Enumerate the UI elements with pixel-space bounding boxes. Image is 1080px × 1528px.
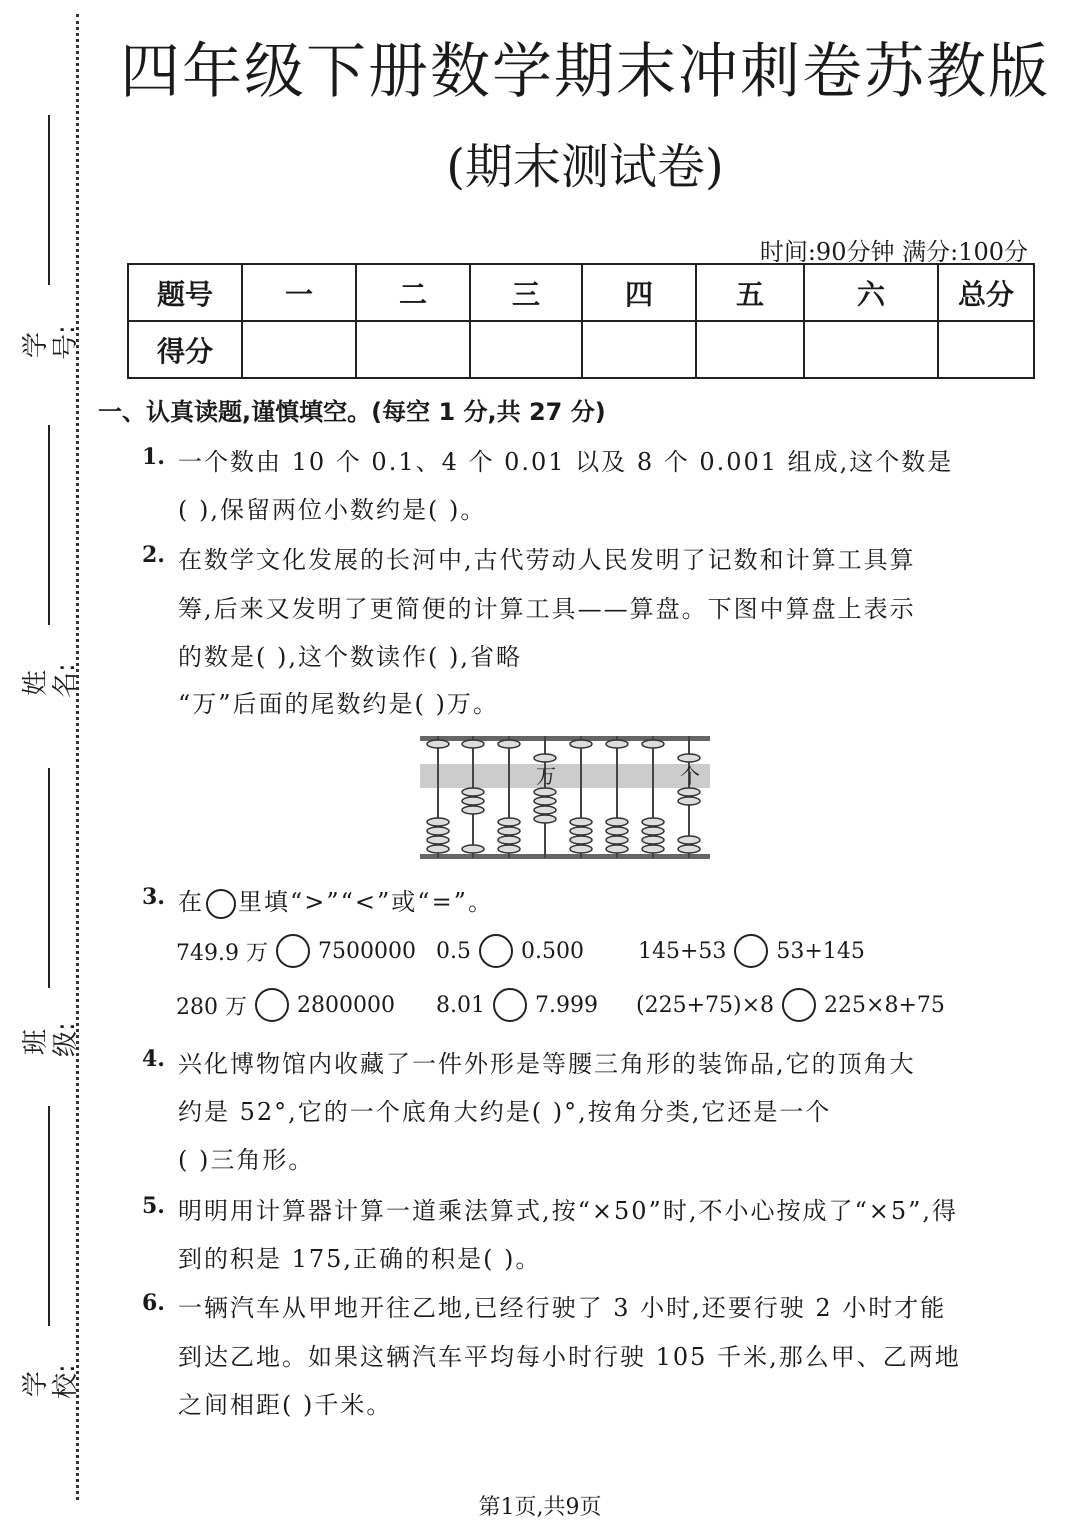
compare-answer-circle[interactable]	[493, 988, 527, 1022]
compare-left: 145+53	[638, 938, 727, 964]
question-2	[142, 540, 962, 720]
compare-right: 225×8+75	[824, 992, 945, 1018]
side-field-student-id	[21, 115, 81, 365]
compare-item	[176, 934, 416, 968]
score-header-cell: 二	[356, 264, 470, 321]
page-subtitle: (期末测试卷)	[446, 139, 724, 195]
score-blank-cell[interactable]	[938, 321, 1034, 378]
score-header-cell: 一	[242, 264, 356, 321]
time-score-info: 时间:90分钟 满分:100分	[759, 238, 1028, 266]
abacus-label-wan: 万	[536, 764, 556, 788]
question-5	[142, 1191, 962, 1281]
score-header-cell: 五	[696, 264, 804, 321]
question-text-line: 约是 52°,它的一个底角大约是( )°,按角分类,它还是一个	[178, 1098, 832, 1126]
score-table	[127, 263, 1035, 379]
q3-text-before: 在	[178, 888, 204, 916]
score-header-cell: 总分	[938, 264, 1034, 321]
student-id-label: 学号:	[21, 325, 81, 360]
question-text-line: 之间相距( )千米。	[178, 1391, 393, 1419]
compare-left: 0.5	[436, 938, 471, 964]
abacus-beam	[420, 764, 710, 788]
compare-left: 8.01	[436, 992, 485, 1018]
question-text-line: 一个数由 10 个 0.1、4 个 0.01 以及 8 个 0.001 组成,这个数是	[178, 448, 954, 476]
compare-answer-circle[interactable]	[734, 934, 768, 968]
score-blank-cell[interactable]	[356, 321, 470, 378]
score-header-cell: 题号	[128, 264, 242, 321]
question-6	[142, 1288, 962, 1428]
abacus-beads	[427, 740, 700, 853]
q3-text-after: 里填“>”“<”或“=”。	[238, 888, 494, 916]
question-text-line: 明明用计算器计算一道乘法算式,按“×50”时,不小心按成了“×5”,得	[178, 1197, 958, 1225]
class-underline	[48, 768, 50, 988]
binding-dotted-line	[76, 14, 79, 1500]
question-number: 1.	[142, 444, 165, 470]
question-text-line: “万”后面的尾数约是( )万。	[178, 690, 499, 718]
side-field-class	[21, 768, 81, 1068]
compare-answer-circle[interactable]	[255, 988, 289, 1022]
question-text-line	[178, 882, 494, 919]
score-header-cell: 四	[582, 264, 696, 321]
question-4	[142, 1044, 962, 1184]
class-label: 班级:	[21, 1022, 81, 1057]
question-number: 2.	[142, 542, 165, 568]
compare-item	[436, 934, 584, 968]
score-header-cell: 三	[470, 264, 582, 321]
score-blank-cell[interactable]	[804, 321, 938, 378]
student-id-underline	[48, 115, 50, 285]
section-heading: 一、认真读题,谨慎填空。(每空 1 分,共 27 分)	[98, 398, 606, 426]
score-blank-cell[interactable]	[242, 321, 356, 378]
abacus-top-frame	[420, 736, 710, 741]
question-text-line: 在数学文化发展的长河中,古代劳动人民发明了记数和计算工具算	[178, 546, 916, 574]
compare-item	[436, 988, 598, 1022]
side-field-name	[21, 425, 81, 705]
question-1	[142, 442, 962, 532]
question-text-line: 到达乙地。如果这辆汽车平均每小时行驶 105 千米,那么甲、乙两地	[178, 1343, 961, 1371]
score-blank-cell[interactable]	[470, 321, 582, 378]
score-row-label: 得分	[128, 321, 242, 378]
compare-item	[636, 988, 945, 1022]
question-3	[142, 882, 962, 922]
question-number: 4.	[142, 1046, 165, 1072]
name-underline	[48, 425, 50, 625]
compare-left: 749.9 万	[176, 940, 268, 966]
compare-answer-circle[interactable]	[479, 934, 513, 968]
abacus-bottom-frame	[420, 854, 710, 859]
compare-item	[638, 934, 865, 968]
question-number: 3.	[142, 884, 165, 910]
name-label: 姓名:	[21, 663, 81, 698]
compare-left: (225+75)×8	[636, 992, 775, 1018]
score-blank-cell[interactable]	[582, 321, 696, 378]
compare-answer-circle[interactable]	[276, 934, 310, 968]
score-table-header-row	[128, 264, 1034, 321]
abacus-label-ge: 个	[680, 764, 700, 788]
compare-item	[176, 988, 395, 1022]
score-header-cell: 六	[804, 264, 938, 321]
school-underline	[48, 1106, 50, 1326]
score-blank-cell[interactable]	[696, 321, 804, 378]
page-title: 四年级下册数学期末冲刺卷苏教版	[120, 37, 1050, 107]
score-table-score-row	[128, 321, 1034, 378]
question-text-line: 到的积是 175,正确的积是( )。	[178, 1245, 542, 1273]
question-text-line: 的数是( ),这个数读作( ),省略	[178, 643, 522, 671]
compare-right: 7500000	[317, 938, 416, 964]
page-number: 第1页,共9页	[478, 1495, 602, 1520]
question-text-line: ( )三角形。	[178, 1146, 315, 1174]
compare-right: 2800000	[297, 992, 395, 1018]
compare-right: 53+145	[776, 938, 865, 964]
school-label: 学校:	[21, 1364, 81, 1399]
question-text-line: 兴化博物馆内收藏了一件外形是等腰三角形的装饰品,它的顶角大	[178, 1050, 916, 1078]
compare-answer-circle[interactable]	[782, 988, 816, 1022]
abacus-figure	[418, 734, 714, 862]
compare-left: 280 万	[176, 994, 247, 1020]
question-text-line: 一辆汽车从甲地开往乙地,已经行驶了 3 小时,还要行驶 2 小时才能	[178, 1294, 947, 1322]
compare-right: 0.500	[521, 938, 584, 964]
question-text-line: 筹,后来又发明了更简便的计算工具——算盘。下图中算盘上表示	[178, 595, 916, 623]
circle-icon	[206, 889, 236, 919]
question-number: 5.	[142, 1193, 165, 1219]
question-number: 6.	[142, 1290, 165, 1316]
compare-right: 7.999	[534, 992, 598, 1018]
question-text-line: ( ),保留两位小数约是( )。	[178, 496, 487, 524]
side-field-school	[21, 1106, 81, 1406]
